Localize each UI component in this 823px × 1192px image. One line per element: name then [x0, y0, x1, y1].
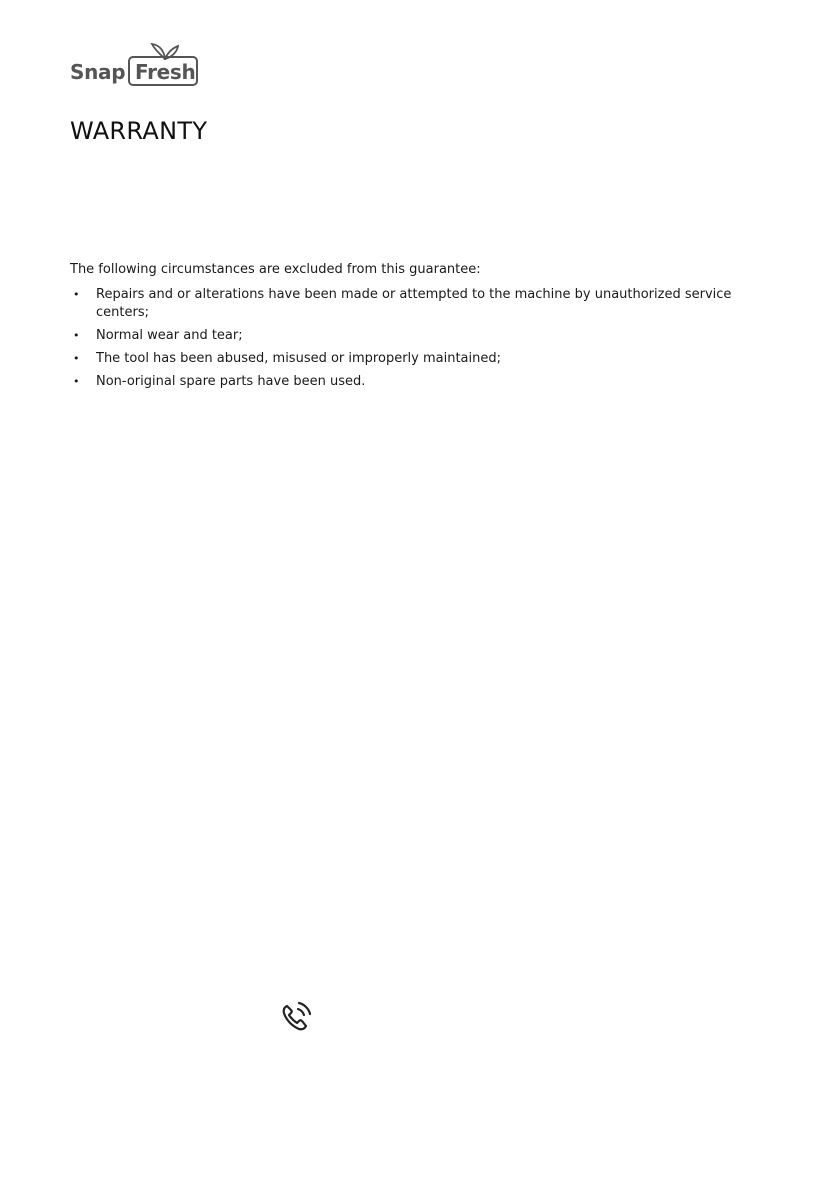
- list-item: [70, 327, 770, 345]
- bullet-icon: •: [73, 375, 80, 388]
- logo-text-snap: Snap: [70, 60, 126, 84]
- exclusion-text: The tool has been abused, misused or improperly maintained;: [96, 351, 502, 366]
- list-item: [70, 373, 770, 391]
- exclusion-text: Repairs and or alterations have been made or attempted to the machine by unauthorized service centers;: [96, 287, 732, 320]
- bullet-icon: •: [73, 329, 80, 342]
- bullet-icon: •: [73, 352, 80, 365]
- page-title: WARRANTY: [70, 117, 208, 145]
- exclusions-list: [70, 286, 770, 396]
- exclusions-intro: The following circumstances are excluded from this guarantee:: [70, 262, 481, 277]
- bullet-icon: •: [73, 288, 80, 301]
- brand-logo: [70, 42, 210, 90]
- logo-fresh-box: [128, 56, 198, 86]
- exclusion-text: Normal wear and tear;: [96, 328, 243, 343]
- list-item: [70, 286, 770, 322]
- list-item: [70, 350, 770, 368]
- exclusion-text: Non-original spare parts have been used.: [96, 374, 366, 389]
- logo-text-fresh: Fresh: [135, 60, 196, 84]
- phone-call-icon: [278, 999, 314, 1035]
